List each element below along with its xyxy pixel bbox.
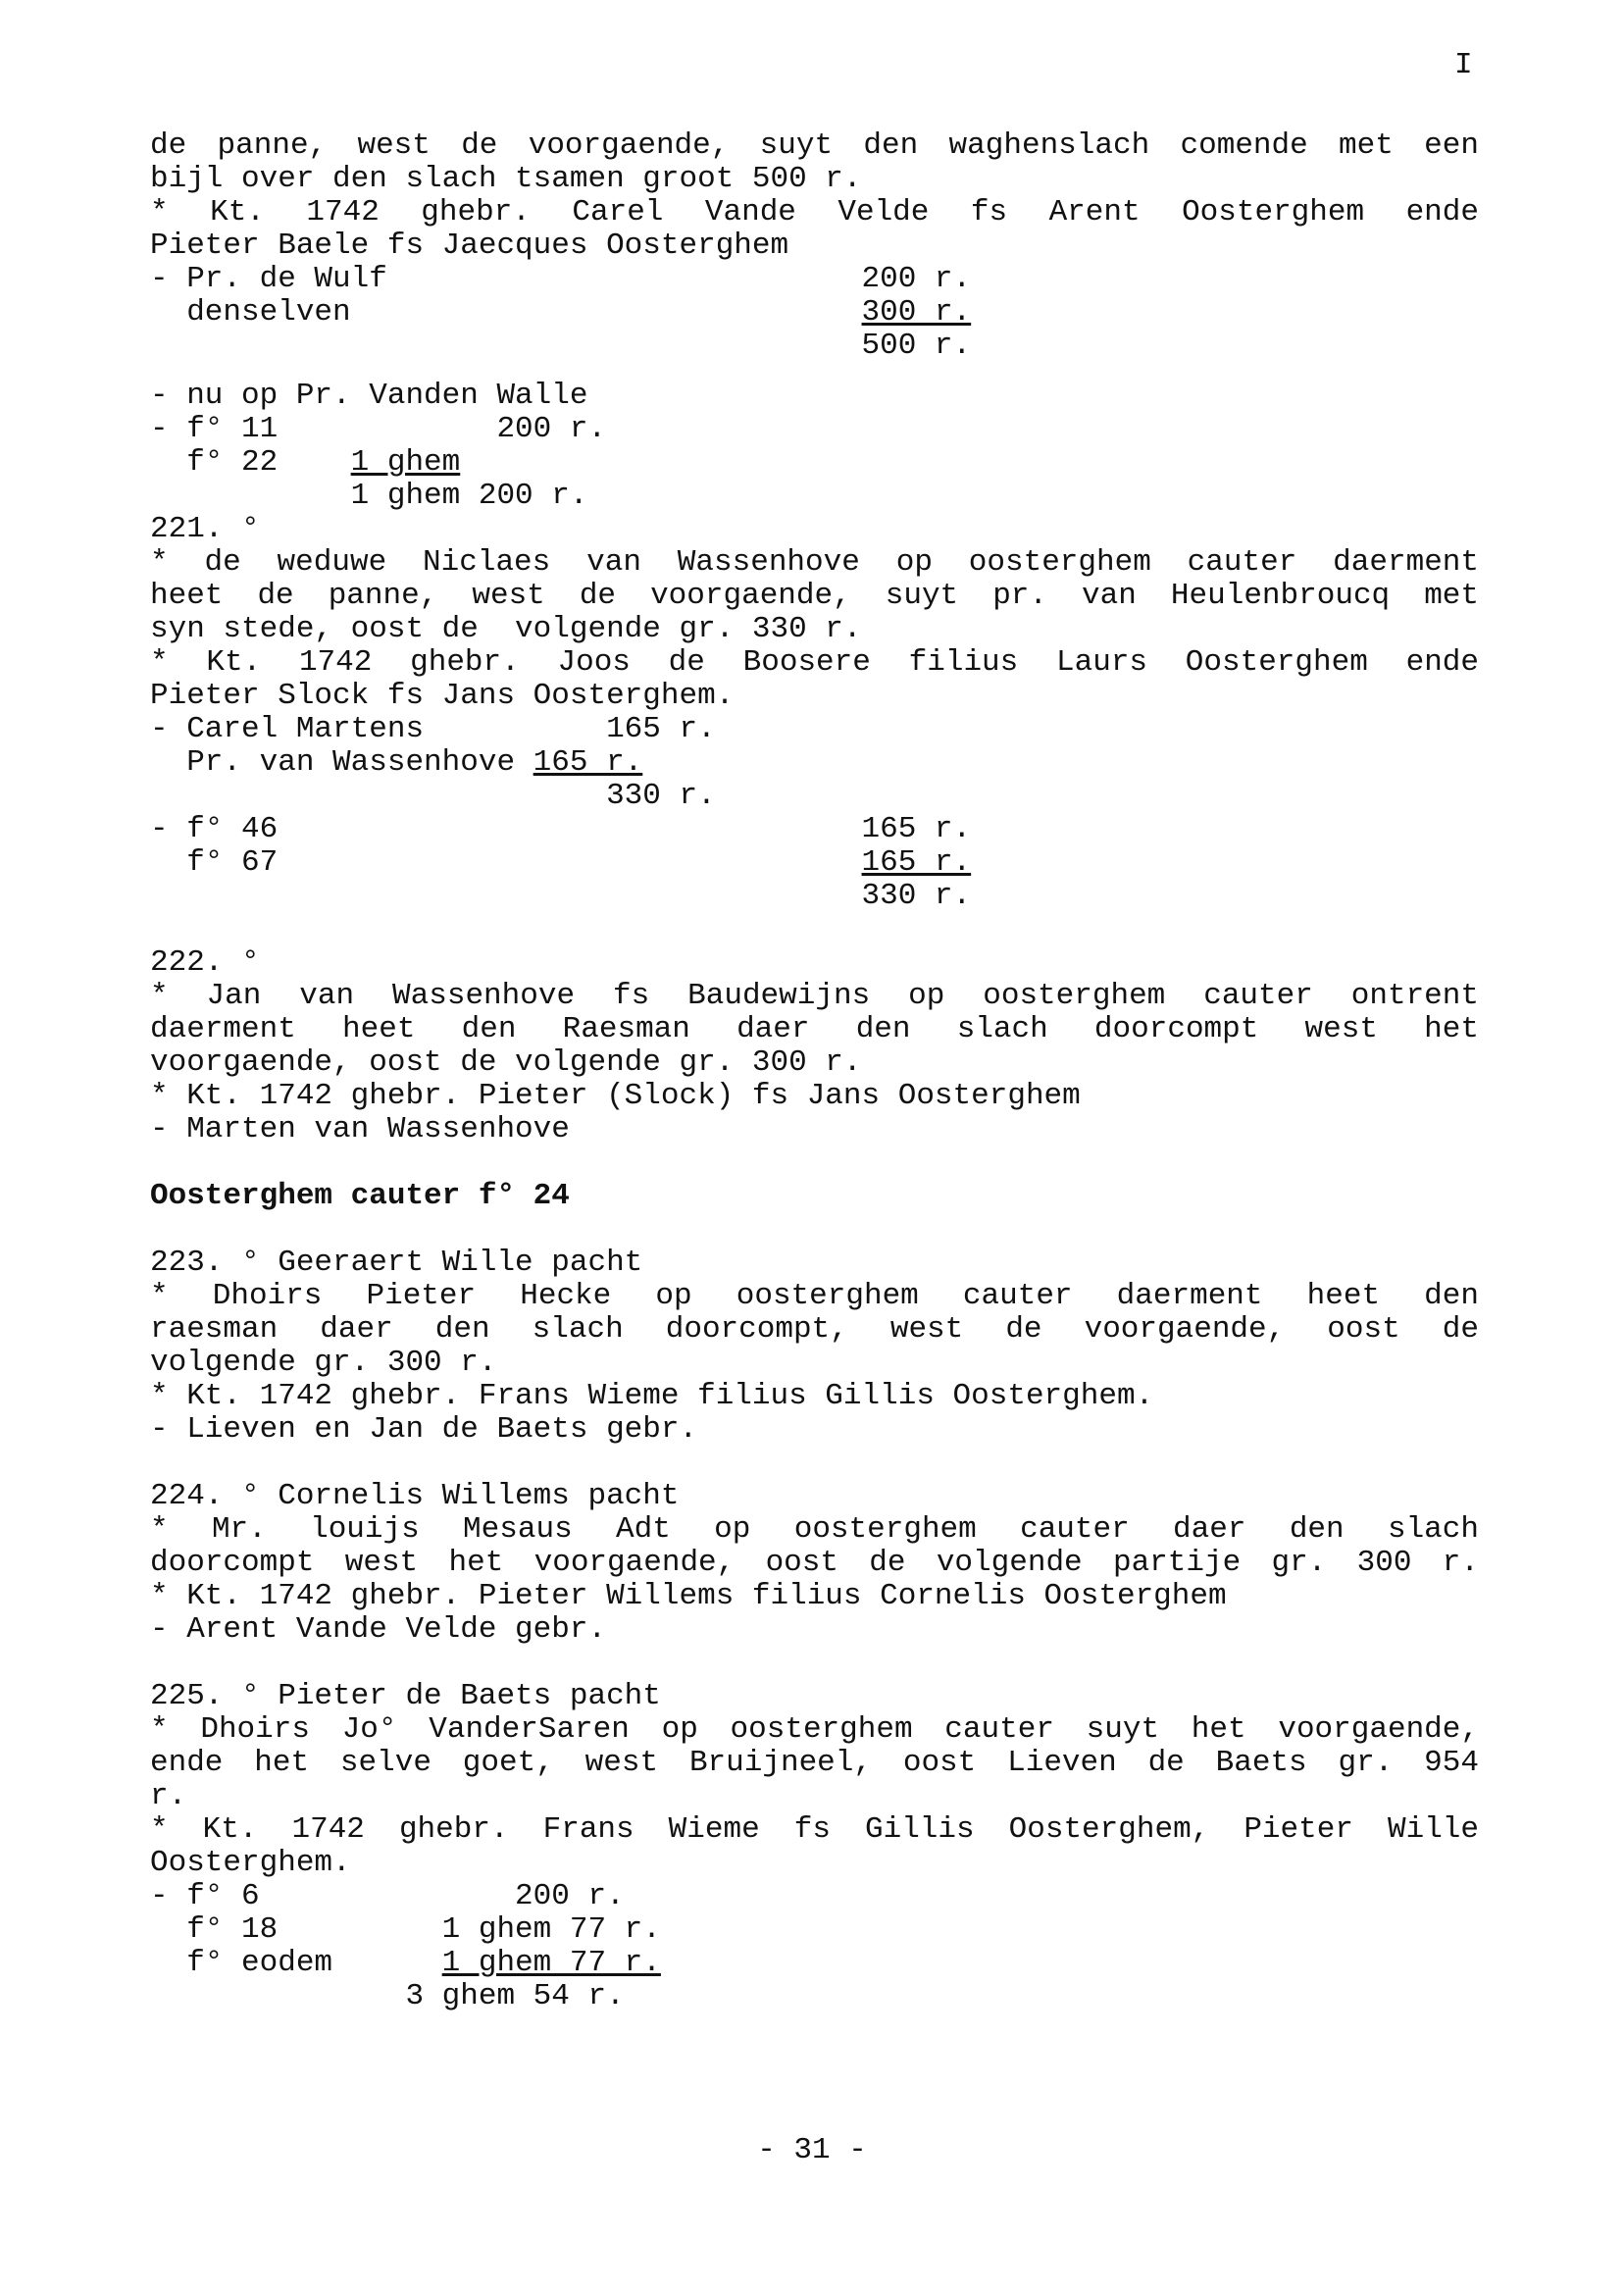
text-line: raesman daer den slach doorcompt, west de voorgaende, oost de [150,1312,1479,1347]
text-line: 500 r. [150,329,972,363]
underlined-amount: 165 r. [533,745,643,780]
text-line [150,1947,1479,1980]
text-line: - f° 46 165 r. [150,812,972,846]
entry-number: 222. ° [150,945,260,980]
text-line [150,746,1479,780]
text-line [150,296,1479,330]
spacer [150,1447,1479,1480]
text-line: - Pr. de Wulf 200 r. [150,262,972,296]
text-line: 330 r. [150,779,716,813]
line-part: Pr. van Wassenhove [150,745,533,780]
text-line: - Marten van Wassenhove [150,1112,570,1146]
text-line: 330 r. [150,879,972,913]
text-line: daerment heet den Raesman daer den slach doorcompt west het [150,1012,1479,1046]
text-line: - f° 6 200 r. [150,1879,625,1913]
text-line: * Mr. louijs Mesaus Adt op oosterghem cauter daer den slach [150,1512,1479,1547]
entry-number: 224. ° Cornelis Willems pacht [150,1479,680,1513]
text-line: volgende gr. 300 r. [150,1346,497,1380]
spacer [150,1647,1479,1680]
text-line: syn stede, oost de volgende gr. 330 r. [150,612,862,646]
text-line: - f° 11 200 r. [150,412,607,446]
section-heading: Oosterghem cauter f° 24 [150,1179,570,1213]
text-line: * Kt. 1742 ghebr. Frans Wieme fs Gillis Oosterghem, Pieter Wille [150,1812,1479,1847]
text-line: * de weduwe Niclaes van Wassenhove op oosterghem cauter daerment [150,545,1479,580]
entry-number: 225. ° Pieter de Baets pacht [150,1679,661,1713]
underlined-amount: 165 r. [861,845,972,880]
text-line: - nu op Pr. Vanden Walle [150,379,588,413]
text-line: * Dhoirs Jo° VanderSaren op oosterghem cauter suyt het voorgaende, [150,1712,1479,1747]
line-part: f° eodem [150,1946,442,1980]
text-line: * Kt. 1742 ghebr. Joos de Boosere filius Laurs Oosterghem ende [150,645,1479,680]
underlined-amount: 300 r. [861,295,972,330]
text-line: * Jan van Wassenhove fs Baudewijns op oosterghem cauter ontrent [150,979,1479,1013]
underlined-amount: 1 ghem 77 r. [441,1946,661,1980]
text-line [150,846,1479,880]
spacer [150,1146,1479,1180]
text-line: - Arent Vande Velde gebr. [150,1612,607,1647]
text-line: * Dhoirs Pieter Hecke op oosterghem cauter daerment heet den [150,1279,1479,1313]
text-line: de panne, west de voorgaende, suyt den waghenslach comende met een [150,128,1479,163]
text-line: * Kt. 1742 ghebr. Carel Vande Velde fs Arent Oosterghem ende [150,195,1479,229]
text-line: bijl over den slach tsamen groot 500 r. [150,162,862,196]
text-line: Pieter Slock fs Jans Oosterghem. [150,679,735,713]
text-line: 1 ghem 200 r. [150,479,588,513]
text-line: Pieter Baele fs Jaecques Oosterghem [150,229,789,263]
text-line: voorgaende, oost de volgende gr. 300 r. [150,1045,862,1080]
line-part: f° 22 [150,445,351,480]
line-part: f° 67 [150,845,862,880]
text-line: ende het selve goet, west Bruijneel, oost Lieven de Baets gr. 954 [150,1746,1479,1780]
entry-number: 223. ° Geeraert Wille pacht [150,1246,643,1280]
line-part: denselven [150,295,862,330]
text-line: r. [150,1779,187,1813]
text-line: doorcompt west het voorgaende, oost de volgende partije gr. 300 r. [150,1546,1479,1580]
page-number: - 31 - [757,2133,867,2167]
text-line: 3 ghem 54 r. [150,1979,625,2013]
spacer [150,913,1479,946]
page-marker: I [1454,48,1473,82]
document-body [150,129,1479,2013]
spacer [150,1213,1479,1247]
text-line: * Kt. 1742 ghebr. Pieter (Slock) fs Jans Oosterghem [150,1079,1081,1113]
text-line: - Carel Martens 165 r. [150,712,716,746]
text-line: f° 18 1 ghem 77 r. [150,1912,661,1947]
entry-number: 221. ° [150,512,260,546]
text-line [150,446,1479,480]
text-line: * Kt. 1742 ghebr. Frans Wieme filius Gillis Oosterghem. [150,1379,1154,1413]
text-line: - Lieven en Jan de Baets gebr. [150,1412,698,1447]
text-line: Oosterghem. [150,1846,351,1880]
spacer [150,363,1479,380]
text-line: * Kt. 1742 ghebr. Pieter Willems filius Cornelis Oosterghem [150,1579,1227,1613]
text-line: heet de panne, west de voorgaende, suyt pr. van Heulenbroucq met [150,579,1479,613]
underlined-amount: 1 ghem [350,445,461,480]
